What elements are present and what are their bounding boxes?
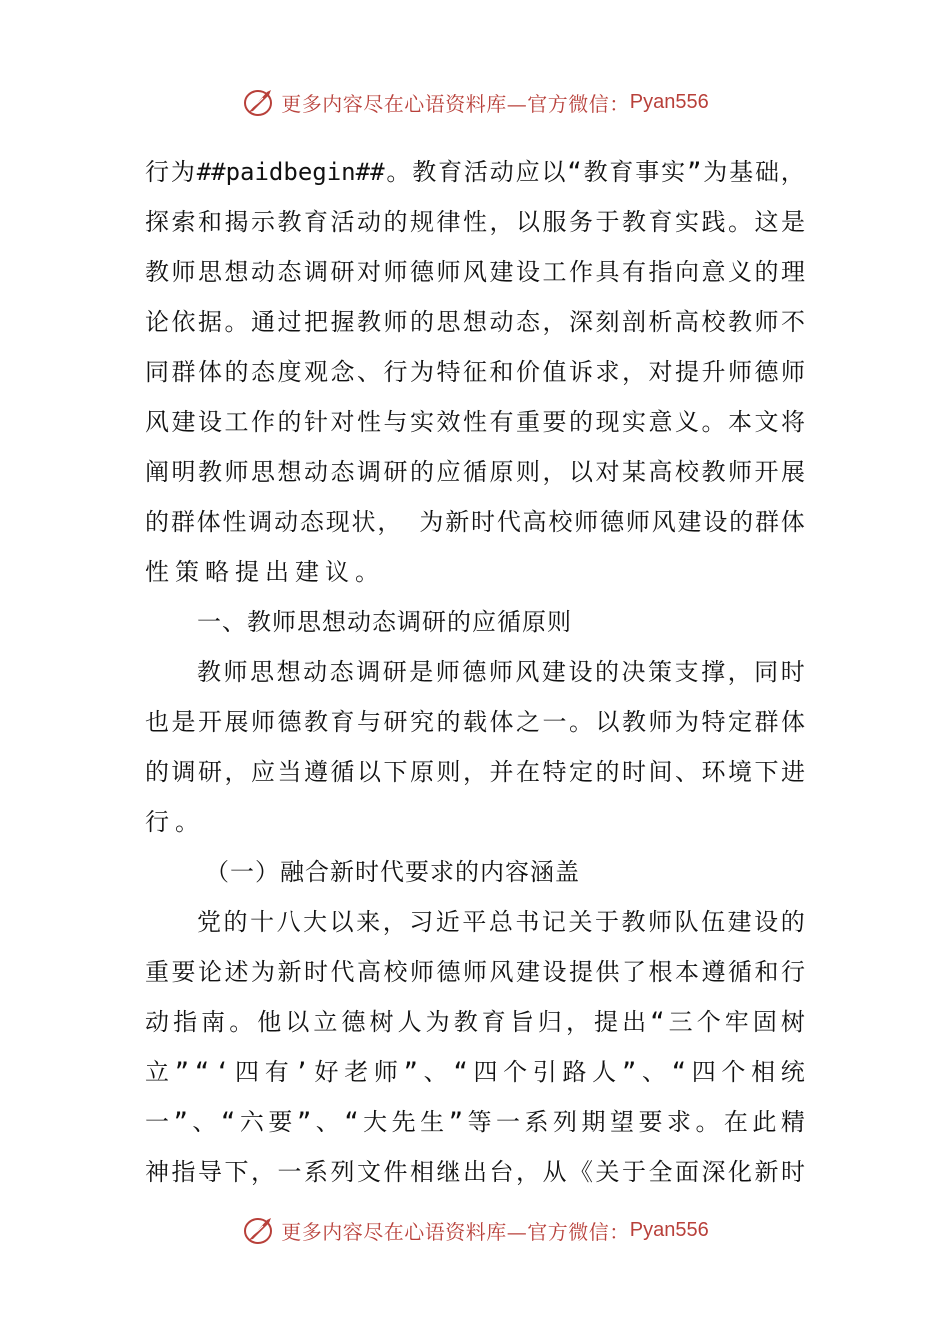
banner-wechat-id: Pyan556 [629, 90, 709, 113]
paragraph-line: 也 是 开 展 师 德 教 育 与 研 究 的 载 体 之 一 。 以 教 师 为 特 定 群 体 [145, 708, 805, 736]
paragraph-line: 论 依 据 。 通 过 把 握 教 师 的 思 想 动 态 ， 深 刻 剖 析 高 校 教 师 不 [145, 308, 805, 336]
paragraph-line: 行。 [145, 808, 205, 836]
paragraph-line: 党 的 十 八 大 以 来 ， 习 近 平 总 书 记 关 于 教 师 队 伍 建 设 的 [197, 908, 805, 936]
banner-text: 更多内容尽在心语资料库—官方微信： [281, 1219, 630, 1244]
paragraph-line: 重 要 论 述 为 新 时 代 高 校 师 德 师 风 建 设 提 供 了 根 本 遵 循 和 行 [145, 958, 805, 986]
subsection-heading: （一）融合新时代要求的内容涵盖 [205, 858, 580, 886]
quill-logo-icon [241, 84, 277, 120]
paragraph-line: 神 指 导 下 ， 一 系 列 文 件 相 继 出 台 ， 从 《 关 于 全 面 深 化 新 时 [145, 1158, 805, 1186]
paragraph-line: 性策略提出建议。 [145, 558, 385, 586]
paragraph-line: 同 群 体 的 态 度 观 念 、 行 为 特 征 和 价 值 诉 求 ， 对 提 升 师 德 师 [145, 358, 805, 386]
section-heading: 一、教师思想动态调研的应循原则 [197, 608, 572, 636]
paragraph-line: 阐 明 教 师 思 想 动 态 调 研 的 应 循 原 则 ， 以 对 某 高 校 教 师 开 展 [145, 458, 805, 486]
paragraph-line: 探 索 和 揭 示 教 育 活 动 的 规 律 性 ， 以 服 务 于 教 育 实 践 。 这 是 [145, 208, 805, 236]
paragraph-line: 一 ” 、 “ 六 要 ” 、 “ 大 先 生 ” 等 一 系 列 期 望 要 求 。 在 此 精 [145, 1108, 805, 1136]
paragraph-line: 教 师 思 想 动 态 调 研 是 师 德 师 风 建 设 的 决 策 支 撑 ， 同 时 [197, 658, 805, 686]
banner-text: 更多内容尽在心语资料库—官方微信： [281, 91, 630, 116]
paragraph-line: 教 师 思 想 动 态 调 研 对 师 德 师 风 建 设 工 作 具 有 指 向 意 义 的 理 [145, 258, 805, 286]
paragraph-line: 的 群 体 性 调 动 态 现 状 ， 为 新 时 代 高 校 师 德 师 风 建 设 的 群 体 [145, 508, 805, 536]
quill-logo-icon [241, 1212, 277, 1248]
paragraph-line: 行 为 ##paidbegin## 。 教 育 活 动 应 以 “ 教 育 事 实 ” 为 基 础 ， [145, 158, 805, 186]
paragraph-line: 的 调 研 ， 应 当 遵 循 以 下 原 则 ， 并 在 特 定 的 时 间 、 环 境 下 进 [145, 758, 805, 786]
paragraph-line: 立 ” “ ‘ 四 有 ’ 好 老 师 ” 、 “ 四 个 引 路 人 ” 、 “ 四 个 相 统 [145, 1058, 805, 1086]
paragraph-line: 风 建 设 工 作 的 针 对 性 与 实 效 性 有 重 要 的 现 实 意 义 。 本 文 将 [145, 408, 805, 436]
banner-wechat-id: Pyan556 [629, 1218, 709, 1241]
footer-banner [0, 1212, 950, 1248]
paragraph-line: 动 指 南 。 他 以 立 德 树 人 为 教 育 旨 归 ， 提 出 “ 三 个 牢 固 树 [145, 1008, 805, 1036]
header-banner [0, 84, 950, 120]
